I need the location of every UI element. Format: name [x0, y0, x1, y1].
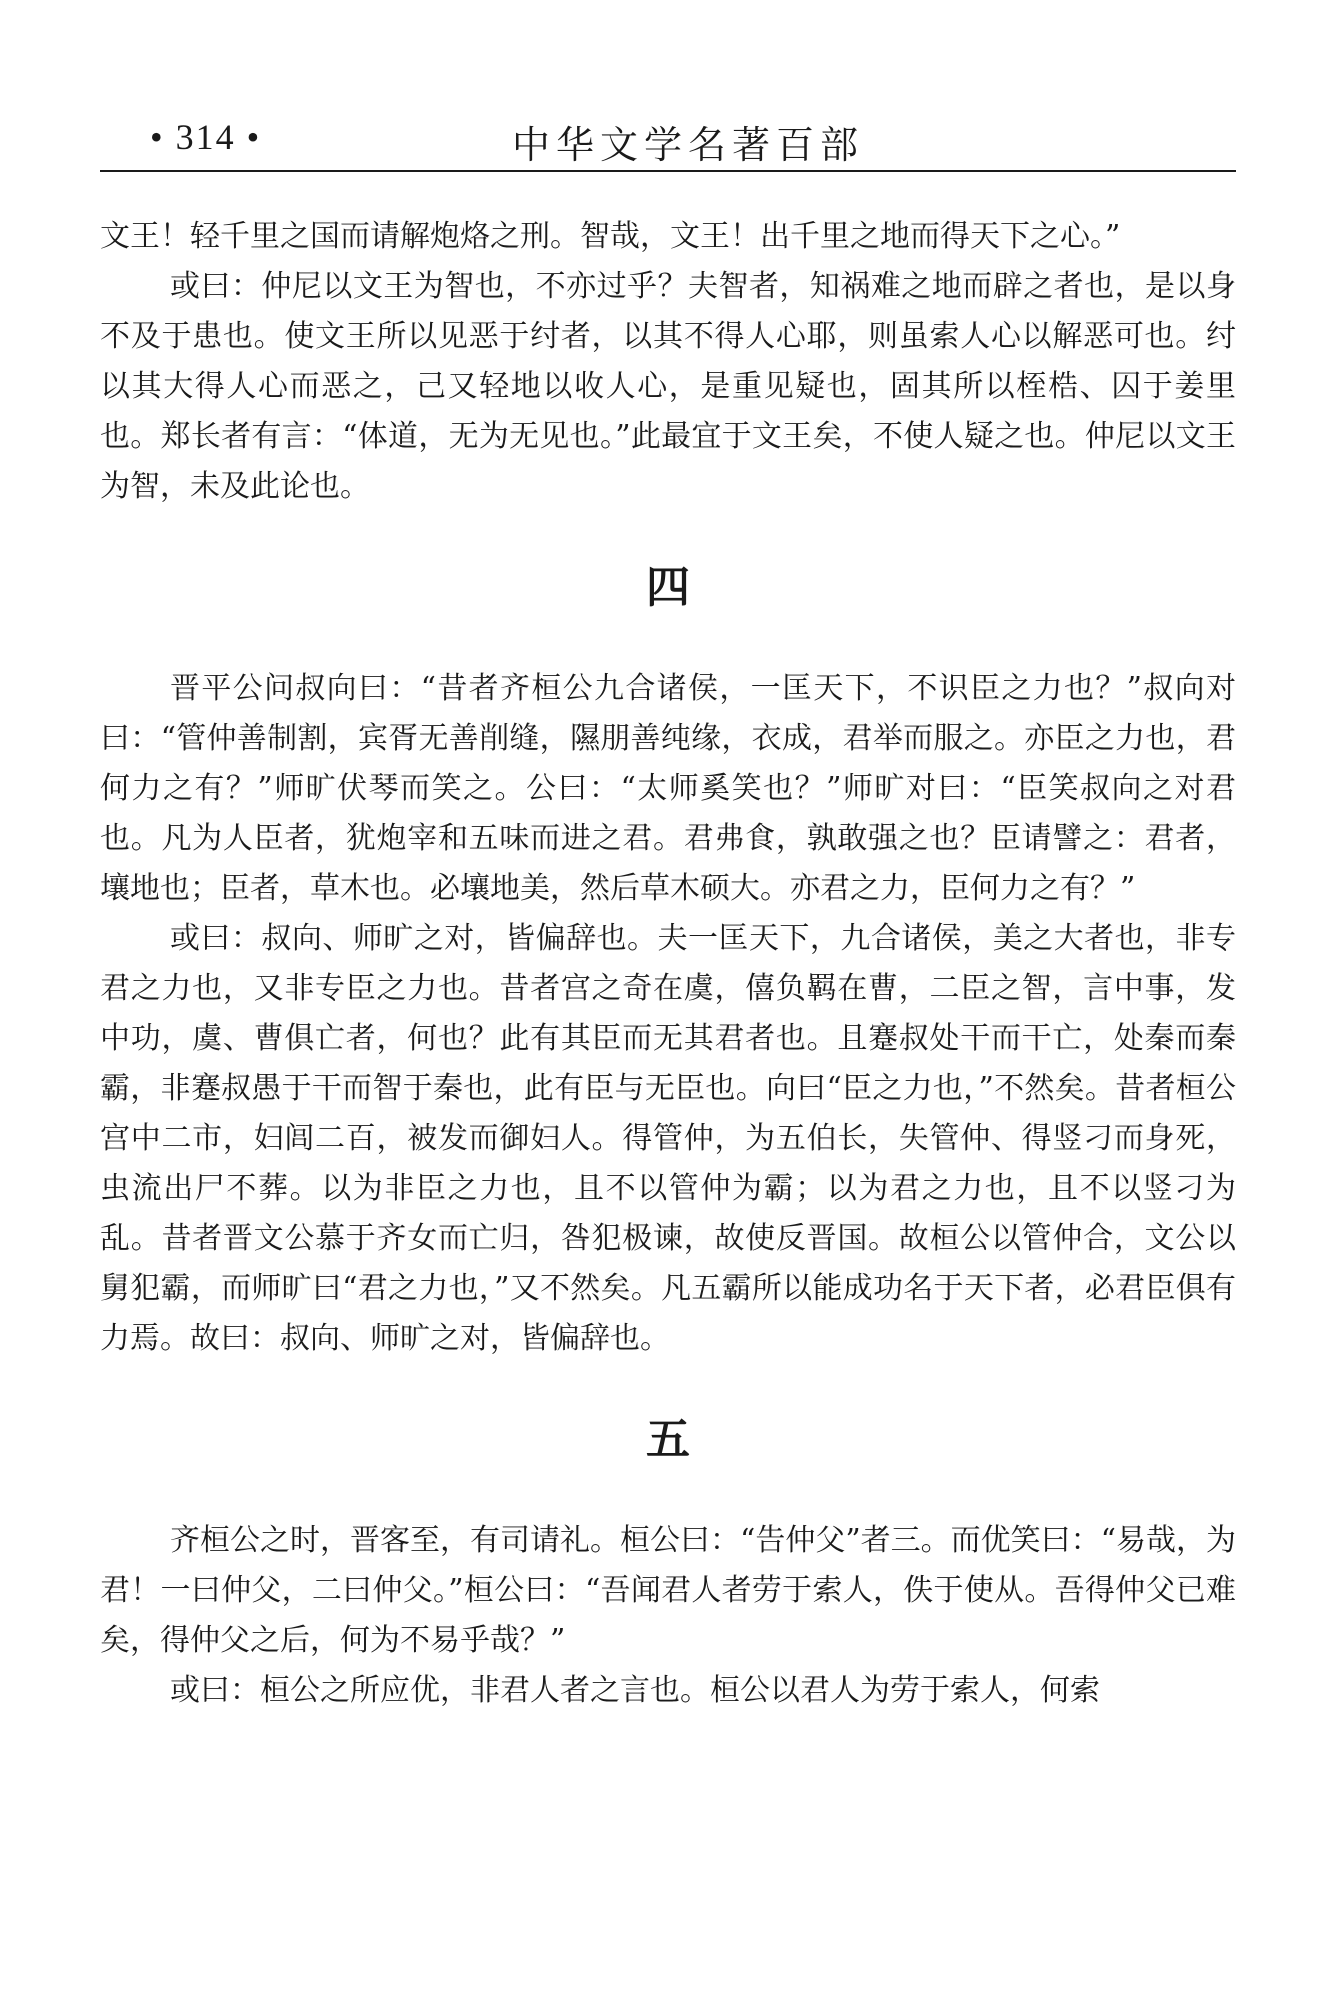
paragraph: 或曰：桓公之所应优，非君人者之言也。桓公以君人为劳于索人，何索 — [170, 1673, 1100, 1708]
page-number: • 314 • — [150, 117, 262, 157]
section-heading: 四 — [646, 562, 690, 613]
header-divider — [100, 170, 1236, 172]
page-header — [100, 108, 1236, 172]
running-title: 中华文学名著百部 — [512, 123, 865, 167]
body-text — [100, 212, 1236, 1716]
paragraph: 晋平公问叔向曰：“昔者齐桓公九合诸侯，一匡天下，不识臣之力也？”叔向对曰：“管仲善制割，宾胥无善削缝，隰朋善纯缘，衣成，君举而服之。亦臣之力也，君何力之有？”师旷伏琴而笑之。公曰：“太师奚笑也？”师旷对曰：“臣笑叔向之对君也。凡为人臣者，犹炮宰和五味而进之君。君弗食，孰敢强之也？臣请譬之：君者，壤地也；臣者，草木也。必壤地美，然后草木硕大。亦君之力，臣何力之有？” — [100, 671, 1236, 906]
paragraph: 或曰：仲尼以文王为智也，不亦过乎？夫智者，知祸难之地而辟之者也，是以身不及于患也。使文王所以见恶于纣者，以其不得人心耶，则虽索人心以解恶可也。纣以其大得人心而恶之，己又轻地以收人心，是重见疑也，固其所以桎梏、囚于姜里也。郑长者有言：“体道，无为无见也。”此最宜于文王矣，不使人疑之也。仲尼以文王为智，未及此论也。 — [100, 269, 1236, 504]
paragraph: 或曰：叔向、师旷之对，皆偏辞也。夫一匡天下，九合诸侯，美之大者也，非专君之力也，又非专臣之力也。昔者宫之奇在虞，僖负羁在曹，二臣之智，言中事，发中功，虞、曹俱亡者，何也？此有其臣而无其君者也。且蹇叔处干而干亡，处秦而秦霸，非蹇叔愚于干而智于秦也，此有臣与无臣也。向曰“臣之力也，”不然矣。昔者桓公宫中二市，妇闾二百，被发而御妇人。得管仲，为五伯长，失管仲、得竖刁而身死，虫流出尸不葬。以为非臣之力也，且不以管仲为霸；以为君之力也，且不以竖刁为乱。昔者晋文公慕于齐女而亡归，咎犯极谏，故使反晋国。故桓公以管仲合，文公以舅犯霸，而师旷曰“君之力也，”又不然矣。凡五霸所以能成功名于天下者，必君臣俱有力焉。故曰：叔向、师旷之对，皆偏辞也。 — [100, 921, 1236, 1356]
section-heading: 五 — [646, 1414, 690, 1465]
paragraph: 文王！轻千里之国而请解炮烙之刑。智哉，文王！出千里之地而得天下之心。” — [100, 219, 1121, 254]
paragraph: 齐桓公之时，晋客至，有司请礼。桓公曰：“告仲父”者三。而优笑曰：“易哉，为君！一曰仲父，二曰仲父。”桓公曰：“吾闻君人者劳于索人，佚于使从。吾得仲父已难矣，得仲父之后，何为不易乎哉？” — [100, 1523, 1237, 1658]
